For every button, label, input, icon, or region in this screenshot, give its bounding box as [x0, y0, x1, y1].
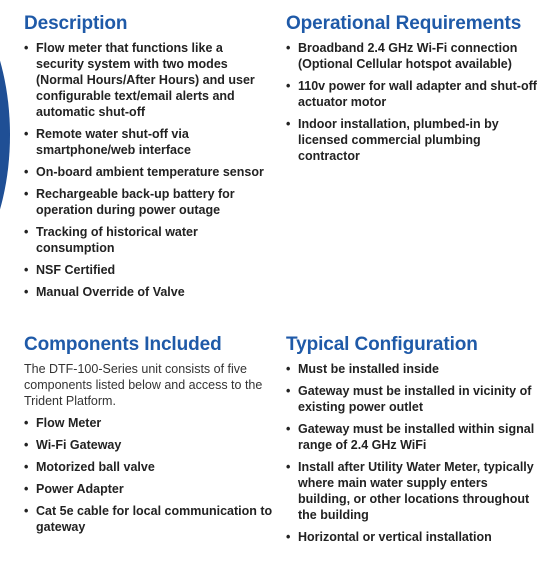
list-item — [24, 126, 274, 158]
bullet-icon: • — [24, 127, 29, 141]
bullet-icon: • — [24, 416, 29, 430]
bullet-icon: • — [286, 422, 291, 436]
list-item — [286, 361, 541, 377]
operational-requirements-list — [286, 40, 541, 164]
list-item — [24, 284, 274, 300]
list-item-text: On-board ambient temperature sensor — [36, 165, 264, 179]
list-item-text: Tracking of historical water consumption — [36, 225, 198, 255]
typical-configuration-section — [286, 333, 541, 551]
bullet-icon: • — [24, 438, 29, 452]
list-item-text: Indoor installation, plumbed-in by licensed commercial plumbing contractor — [298, 117, 499, 163]
list-item — [24, 437, 274, 453]
bullet-icon: • — [24, 504, 29, 518]
list-item-text: Cat 5e cable for local communication to gateway — [36, 504, 273, 534]
bullet-icon: • — [286, 79, 291, 93]
list-item — [24, 224, 274, 256]
list-item-text: Broadband 2.4 GHz Wi-Fi connection (Optional Cellular hotspot available) — [298, 41, 518, 71]
bullet-icon: • — [24, 165, 29, 179]
list-item-text: Power Adapter — [36, 482, 124, 496]
list-item — [286, 78, 541, 110]
operational-requirements-heading: Operational Requirements — [286, 13, 522, 34]
bullet-icon: • — [24, 41, 29, 55]
list-item-text: Motorized ball valve — [36, 460, 155, 474]
bullet-icon: • — [24, 187, 29, 201]
description-list — [24, 40, 274, 300]
list-item-text: Flow Meter — [36, 416, 102, 430]
bullet-icon: • — [24, 263, 29, 277]
list-item-text: Gateway must be installed in vicinity of existing power outlet — [298, 384, 532, 414]
list-item-text: Flow meter that functions like a security system with two modes (Normal Hours/After Hours) and user configurable text/email alerts and automatic shut-off — [36, 41, 255, 119]
bullet-icon: • — [24, 225, 29, 239]
components-section — [24, 333, 274, 541]
list-item — [286, 116, 541, 164]
bullet-icon: • — [286, 530, 291, 544]
bullet-icon: • — [24, 482, 29, 496]
list-item-text: NSF Certified — [36, 263, 116, 277]
bullet-icon: • — [286, 41, 291, 55]
bullet-icon: • — [286, 460, 291, 474]
components-intro: The DTF-100-Series unit consists of five components listed below and access to the Trident Platform. — [24, 362, 263, 408]
typical-configuration-heading: Typical Configuration — [286, 334, 478, 355]
components-list — [24, 415, 274, 535]
list-item-text: Rechargeable back-up battery for operation during power outage — [36, 187, 235, 217]
bullet-icon: • — [286, 117, 291, 131]
list-item — [286, 459, 541, 523]
list-item — [24, 459, 274, 475]
list-item-text: Gateway must be installed within signal range of 2.4 GHz WiFi — [298, 422, 535, 452]
list-item — [24, 40, 274, 120]
list-item — [24, 415, 274, 431]
list-item — [24, 186, 274, 218]
bullet-icon: • — [286, 384, 291, 398]
list-item-text: 110v power for wall adapter and shut-off actuator motor — [298, 79, 537, 109]
decorative-edge-arc — [0, 0, 10, 300]
list-item — [286, 529, 541, 545]
list-item — [24, 262, 274, 278]
list-item-text: Manual Override of Valve — [36, 285, 185, 299]
description-heading: Description — [24, 13, 128, 34]
list-item-text: Horizontal or vertical installation — [298, 530, 492, 544]
list-item — [286, 40, 541, 72]
list-item — [24, 481, 274, 497]
list-item-text: Remote water shut-off via smartphone/web interface — [36, 127, 191, 157]
bullet-icon: • — [24, 285, 29, 299]
description-section — [24, 12, 274, 306]
list-item — [24, 503, 274, 535]
list-item-text: Must be installed inside — [298, 362, 439, 376]
typical-configuration-list — [286, 361, 541, 545]
bullet-icon: • — [24, 460, 29, 474]
list-item — [286, 383, 541, 415]
operational-requirements-section — [286, 12, 541, 170]
bullet-icon: • — [286, 362, 291, 376]
list-item — [286, 421, 541, 453]
components-heading: Components Included — [24, 334, 222, 355]
list-item-text: Install after Utility Water Meter, typically where main water supply enters building, or other locations throughout the building — [298, 460, 534, 522]
list-item — [24, 164, 274, 180]
list-item-text: Wi-Fi Gateway — [36, 438, 122, 452]
